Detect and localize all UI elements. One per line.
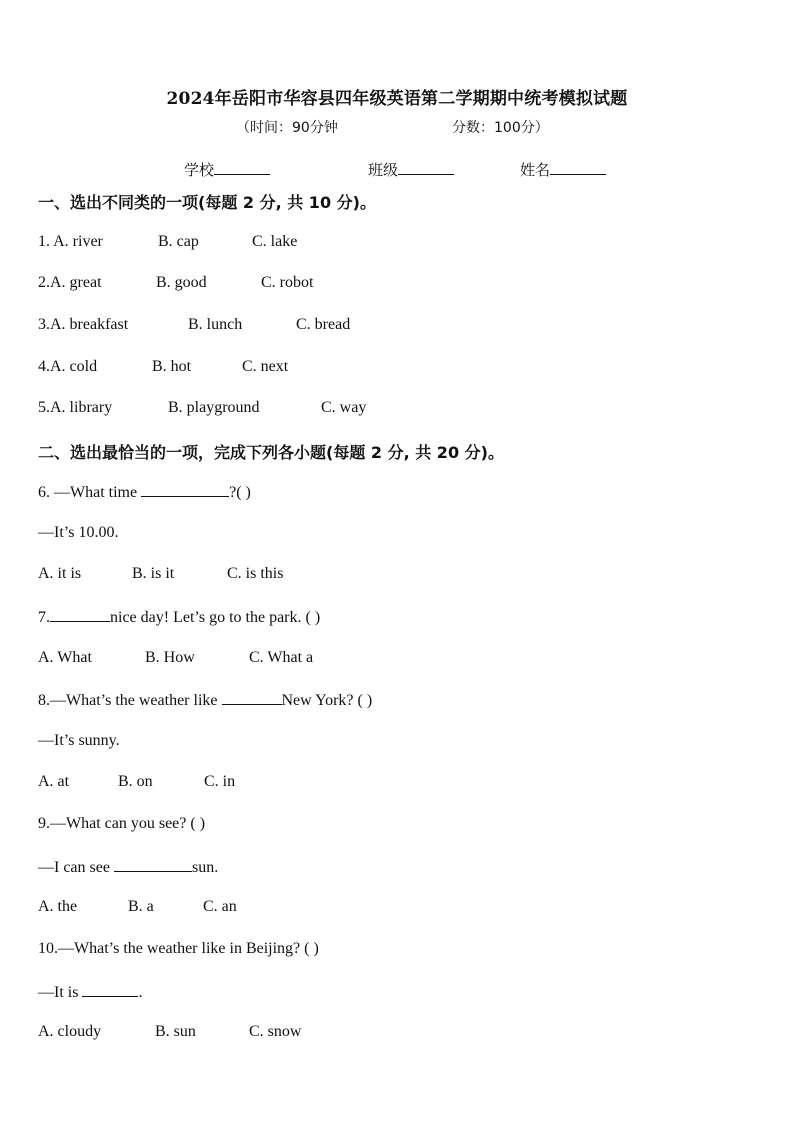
option-c: C. snow [249, 1023, 302, 1040]
q10-question: 10.—What’s the weather like in Beijing? ( ) [38, 940, 319, 957]
q10-blank[interactable] [82, 982, 138, 997]
q10-answer-end: . [138, 984, 143, 1001]
s1-item-3 [38, 316, 350, 334]
option-a: A. cloudy [38, 1023, 102, 1040]
q8-options [38, 773, 235, 791]
option-b: B. good [156, 274, 207, 291]
q8-blank[interactable] [222, 690, 282, 705]
q7-question [38, 607, 320, 627]
q7-blank[interactable] [50, 607, 110, 622]
option-b: B. on [118, 773, 153, 790]
option-c: C. robot [261, 274, 314, 291]
q8-text: 8.—What’s the weather like [38, 692, 222, 709]
option-b: B. sun [155, 1023, 196, 1040]
q9-answer-end: sun. [191, 859, 219, 876]
option-a: A. at [38, 773, 70, 790]
q6-paren: ?( ) [229, 484, 251, 501]
q9-options [38, 898, 237, 916]
option-b: B. is it [132, 565, 175, 582]
option-a: 1. A. river [38, 233, 103, 250]
q6-options [38, 565, 283, 583]
option-b: B. cap [158, 233, 199, 250]
class-blank[interactable] [398, 160, 454, 175]
option-a: A. the [38, 898, 78, 915]
option-a: 4.A. cold [38, 358, 98, 375]
q8-answer: —It’s sunny. [38, 732, 120, 749]
option-b: B. hot [152, 358, 192, 375]
option-c: C. bread [296, 316, 351, 333]
page-title: 2024年岳阳市华容县四年级英语第二学期期中统考模拟试题 [166, 89, 628, 109]
option-c: C. next [242, 358, 289, 375]
q9-answer-text: —I can see [38, 859, 114, 876]
q9-answer [38, 857, 218, 877]
option-a: 2.A. great [38, 274, 102, 291]
option-c: C. way [321, 399, 367, 416]
school-blank[interactable] [214, 160, 270, 175]
section-1-heading: 一、选出不同类的一项(每题 2 分, 共 10 分)。 [38, 193, 376, 212]
option-c: C. What a [249, 649, 314, 666]
s1-item-2 [38, 274, 313, 292]
option-b: B. lunch [188, 316, 243, 333]
s1-item-4 [38, 358, 288, 376]
section-2-heading: 二、选出最恰当的一项，完成下列各小题(每题 2 分, 共 20 分)。 [38, 443, 504, 462]
q9-blank[interactable] [114, 857, 192, 872]
s1-item-1 [38, 233, 297, 251]
q10-options [38, 1023, 301, 1041]
option-a: 3.A. breakfast [38, 316, 129, 333]
option-c: C. an [203, 898, 237, 915]
q8-question [38, 690, 372, 710]
name-field [520, 159, 606, 180]
option-a: A. it is [38, 565, 82, 582]
option-a: 5.A. library [38, 399, 113, 416]
option-a: A. What [38, 649, 92, 666]
option-b: B. a [128, 898, 154, 915]
option-c: C. in [204, 773, 236, 790]
class-field [368, 159, 454, 180]
school-field [184, 159, 270, 180]
q7-text: nice day! Let’s go to the park. ( ) [110, 609, 321, 626]
s1-item-5 [38, 399, 366, 417]
q6-blank[interactable] [141, 482, 229, 497]
q10-answer-text: —It is [38, 984, 83, 1001]
q7-options [38, 649, 313, 667]
q6-question [38, 482, 251, 502]
option-b: B. How [145, 649, 195, 666]
q8-paren: New York? ( ) [281, 692, 373, 709]
exam-time: （时间：90分钟 [236, 120, 338, 136]
q6-text: 6. —What time [38, 484, 142, 501]
option-c: C. is this [227, 565, 284, 582]
name-blank[interactable] [550, 160, 606, 175]
option-c: C. lake [252, 233, 298, 250]
q9-question: 9.—What can you see? ( ) [38, 815, 206, 832]
school-label: 学校 [184, 161, 215, 179]
q10-answer [38, 982, 142, 1002]
option-b: B. playground [168, 399, 260, 416]
q6-answer: —It’s 10.00. [38, 524, 119, 541]
exam-score: 分数：100分） [452, 120, 549, 136]
q7-num: 7. [38, 609, 50, 626]
class-label: 班级 [368, 161, 399, 179]
name-label: 姓名 [520, 161, 551, 179]
